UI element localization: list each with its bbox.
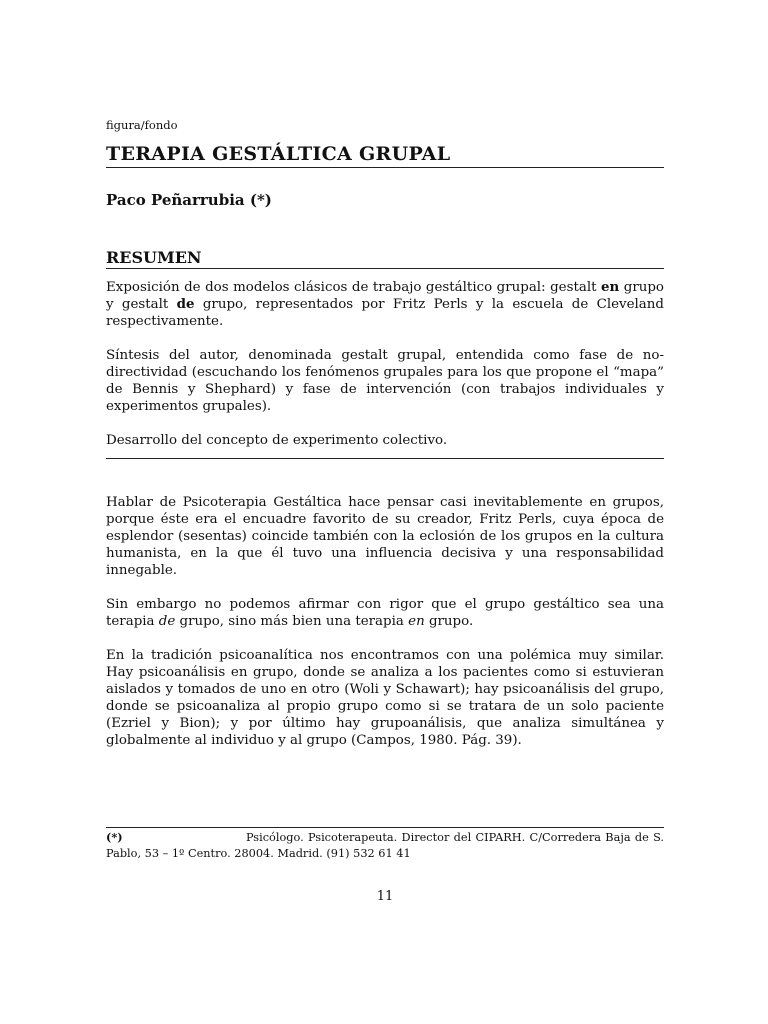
abstract-heading: RESUMEN <box>106 248 202 267</box>
article-author: Paco Peñarrubia (*) <box>106 191 272 209</box>
body-section <box>106 494 664 766</box>
title-block <box>106 143 664 168</box>
text-run: Sin embargo no podemos afirmar con rigor que el grupo gestáltico sea una terapia <box>106 597 664 629</box>
body-paragraph-2 <box>106 596 664 630</box>
emphasis-text: de <box>176 296 195 312</box>
text-run: grupo y gestalt <box>106 280 664 312</box>
footnote-marker: (*) <box>106 830 123 844</box>
abstract-divider <box>106 458 664 459</box>
body-paragraph-3: En la tradición psicoanalítica nos encontramos con una polémica muy similar. Hay psicoanálisis en grupo, donde se analiza a los pacientes como si estuvieran aislados y tomados de uno en otro (Woli y Schawart); hay psicoanálisis del grupo, donde se psicoanaliza al propio grupo como si se tratara de un solo paciente (Ezriel y Bion); y por último hay grupoanálisis, que analiza simultánea y globalmente al individuo y al grupo (Campos, 1980. Pág. 39). <box>106 648 664 748</box>
footnote-text: Psicólogo. Psicoterapeuta. Director del CIPARH. C/Corredera Baja de S. Pablo, 53 – 1º Centro. 28004. Madrid. (91) 532 61 41 <box>106 831 664 860</box>
abstract-heading-block <box>106 248 664 269</box>
section-label: figura/fondo <box>106 118 178 132</box>
footnote <box>106 829 664 862</box>
text-run: grupo, sino más bien una terapia <box>175 614 409 629</box>
abstract-paragraph-3: Desarrollo del concepto de experimento colectivo. <box>106 433 448 448</box>
article-title: TERAPIA GESTÁLTICA GRUPAL <box>106 143 451 165</box>
text-run: grupo. <box>424 614 474 629</box>
abstract-paragraph-1 <box>106 279 664 330</box>
abstract-section <box>106 279 664 466</box>
italic-text: en <box>408 614 425 629</box>
footnote-divider <box>106 827 664 828</box>
text-run: grupo, representados por Fritz Perls y la escuela de Cleveland respectivamente. <box>106 297 664 329</box>
page-number: 11 <box>376 889 394 904</box>
body-paragraph-1: Hablar de Psicoterapia Gestáltica hace pensar casi inevitablemente en grupos, porque éste era el encuadre favorito de su creador, Fritz Perls, cuya época de esplendor (sesentas) coincide también con la eclosión de los grupos en la cultura humanista, en la que él tuvo una influencia decisiva y una responsabilidad innegable. <box>106 495 664 578</box>
abstract-paragraph-2: Síntesis del autor, denominada gestalt grupal, entendida como fase de no-directividad (escuchando los fenómenos grupales para los que propone el “mapa” de Bennis y Shephard) y fase de intervención (con trabajos individuales y experimentos grupales). <box>106 348 664 414</box>
emphasis-text: en <box>601 279 620 295</box>
italic-text: de <box>158 614 176 629</box>
text-run: Exposición de dos modelos clásicos de trabajo gestáltico grupal: gestalt <box>106 280 601 295</box>
